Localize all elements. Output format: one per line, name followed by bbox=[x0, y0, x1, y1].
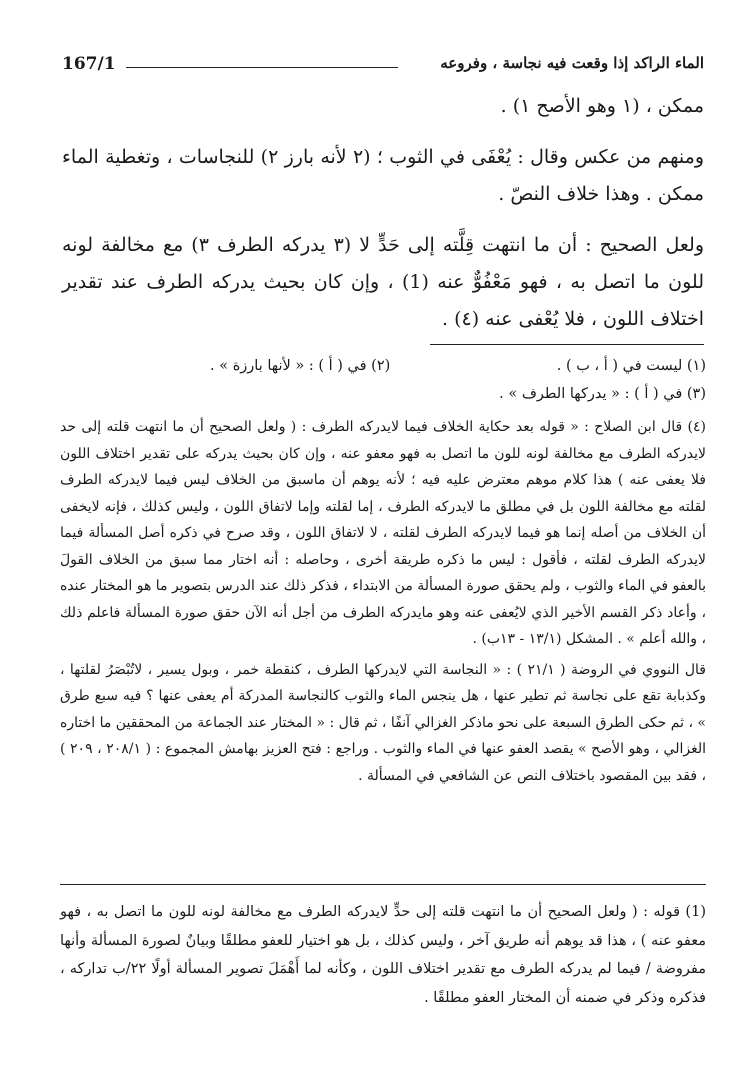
paragraph-2: ومنهم من عكس وقال : يُعْفَى في الثوب ؛ (٢ لأنه بارز ٢) للنجاسات ، وتغطية الماء ممكن . وهذا خلاف النصّ . bbox=[62, 146, 704, 205]
footnote-4-continued: قال النووي في الروضة ( ٢١/١ ) : « النجاسة التي لايدركها الطرف ، كنقطة خمر ، وبول يسير ، لاتُبْصَرُ لقلتها ، وكذبابة تقع على نجاسة ثم تطير عنها ، هل ينجس الماء والثوب كالنجاسة المدركة أم يعفى عنها ؟ فيه سبع طرق » ، ثم حكى الطرق السبعة على نحو ماذكر الغزالي آنفًا ، ثم قال : « المختار عند الجماعة من المحققين ما اختاره الغزالي ، وهو الأصح » يقصد العفو عنها في الماء والثوب . وراجع : فتح العزيز بهامش المجموع : ( ٢٠٨/١ ، ٢٠٩ ) ، فقد بين المقصود باختلاف النص عن الشافعي في المسألة . bbox=[60, 661, 706, 784]
header-rule bbox=[126, 67, 398, 68]
page-number: 167/1 bbox=[62, 54, 116, 74]
footnote-separator bbox=[430, 344, 704, 345]
footnote-1: (١) ليست في ( أ ، ب ) . bbox=[556, 358, 706, 374]
running-title: الماء الراكد إذا وقعت فيه نجاسة ، وفروعه bbox=[440, 54, 704, 72]
paragraph-3: ولعل الصحيح : أن ما انتهت قِلَّته إلى حَدٍّ لا (٣ يدركه الطرف ٣) مع مخالفة لونه للون ما اتصل به ، فهو مَعْفُوٌّ عنه (1) ، وإن كان بحيث يدركه الطرف عند تقدير اختلاف اللون ، فلا يُعْفى عنه (٤) . bbox=[62, 234, 705, 330]
footnote-row bbox=[60, 380, 706, 408]
footnote-row bbox=[60, 352, 706, 380]
margin-notes bbox=[60, 898, 706, 1012]
footnote-3: (٣) في ( أ ) : « يدركها الطرف » . bbox=[499, 386, 706, 402]
footnotes bbox=[60, 352, 706, 789]
footnote-4: (٤) قال ابن الصلاح : « قوله بعد حكاية الخلاف فيما لايدركه الطرف : ( ولعل الصحيح أن ما انتهت قلته إلى حد لايدركه الطرف مع مخالفة لونه للون ما اتصل به فهو معفو عنه ، وإن كان بحيث يدركه على تقدير اختلاف اللون فلا يعفى عنه ) هذا كلام موهم معترض عليه فيه ؛ لأنه يوهم أن ماسبق من الخلاف ليس فيما لايدركه الطرف لقلته مع مخالفة اللون بل في مطلق ما لايدركه الطرف ، إما لقلته وإما لاتفاق اللون ، وليس كذلك ، فإنه لايخفى أن الخلاف من أصله إنما هو فيما لايدركه الطرف لقلته ، لا لاتفاق اللون ، وقد صرح في ذكره أصل المسألة فيما لايدركه الطرف لقلته ، فأقول : ليس ما ذكره طريقة أخرى ، وحاصله : أنه اختار مما سبق من الخلاف القولَ بالعفو في الماء والثوب ، ولم يحقق صورة المسألة من الابتداء ، فذكر ذلك عند الدرس بتصوير ما هو المختار عنده ، وأعاد ذكر القسم الأخير الذي لايُعفى عنه وهو مايدركه الطرف من أجل أنه الآن حقق صورة المسألة فاعلم ذلك ، والله أعلم » . المشكل (١٣/١ - ١٣ب) . bbox=[60, 419, 707, 647]
paragraph-1: ممكن ، (١ وهو الأصح ١) . bbox=[500, 95, 704, 117]
page-header bbox=[62, 54, 704, 80]
footnote-2: (٢) في ( أ ) : « لأنها بارزة » . bbox=[210, 358, 391, 374]
main-text bbox=[62, 88, 704, 352]
margin-note-1: (1) قوله : ( ولعل الصحيح أن ما انتهت قلته إلى حدٍّ لايدركه الطرف مع مخالفة لونه للون ما اتصل به ، فهو معفو عنه ) ، هذا قد يوهم أنه طريق آخر ، وليس كذلك ، بل هو اختيار للعفو مطلقًا وبيانٌ لصورة المسألة وأنها مفروضة / فيما لم يدركه الطرف مع تقدير اختلاف اللون ، وكأنه لما أَهْمَلَ تصوير المسألة أولًا ٢٢/ب تداركه ، فذكره وذكر في ضمنه أن المختار العفو مطلقًا . bbox=[60, 904, 706, 1006]
margin-note-separator bbox=[60, 884, 706, 885]
